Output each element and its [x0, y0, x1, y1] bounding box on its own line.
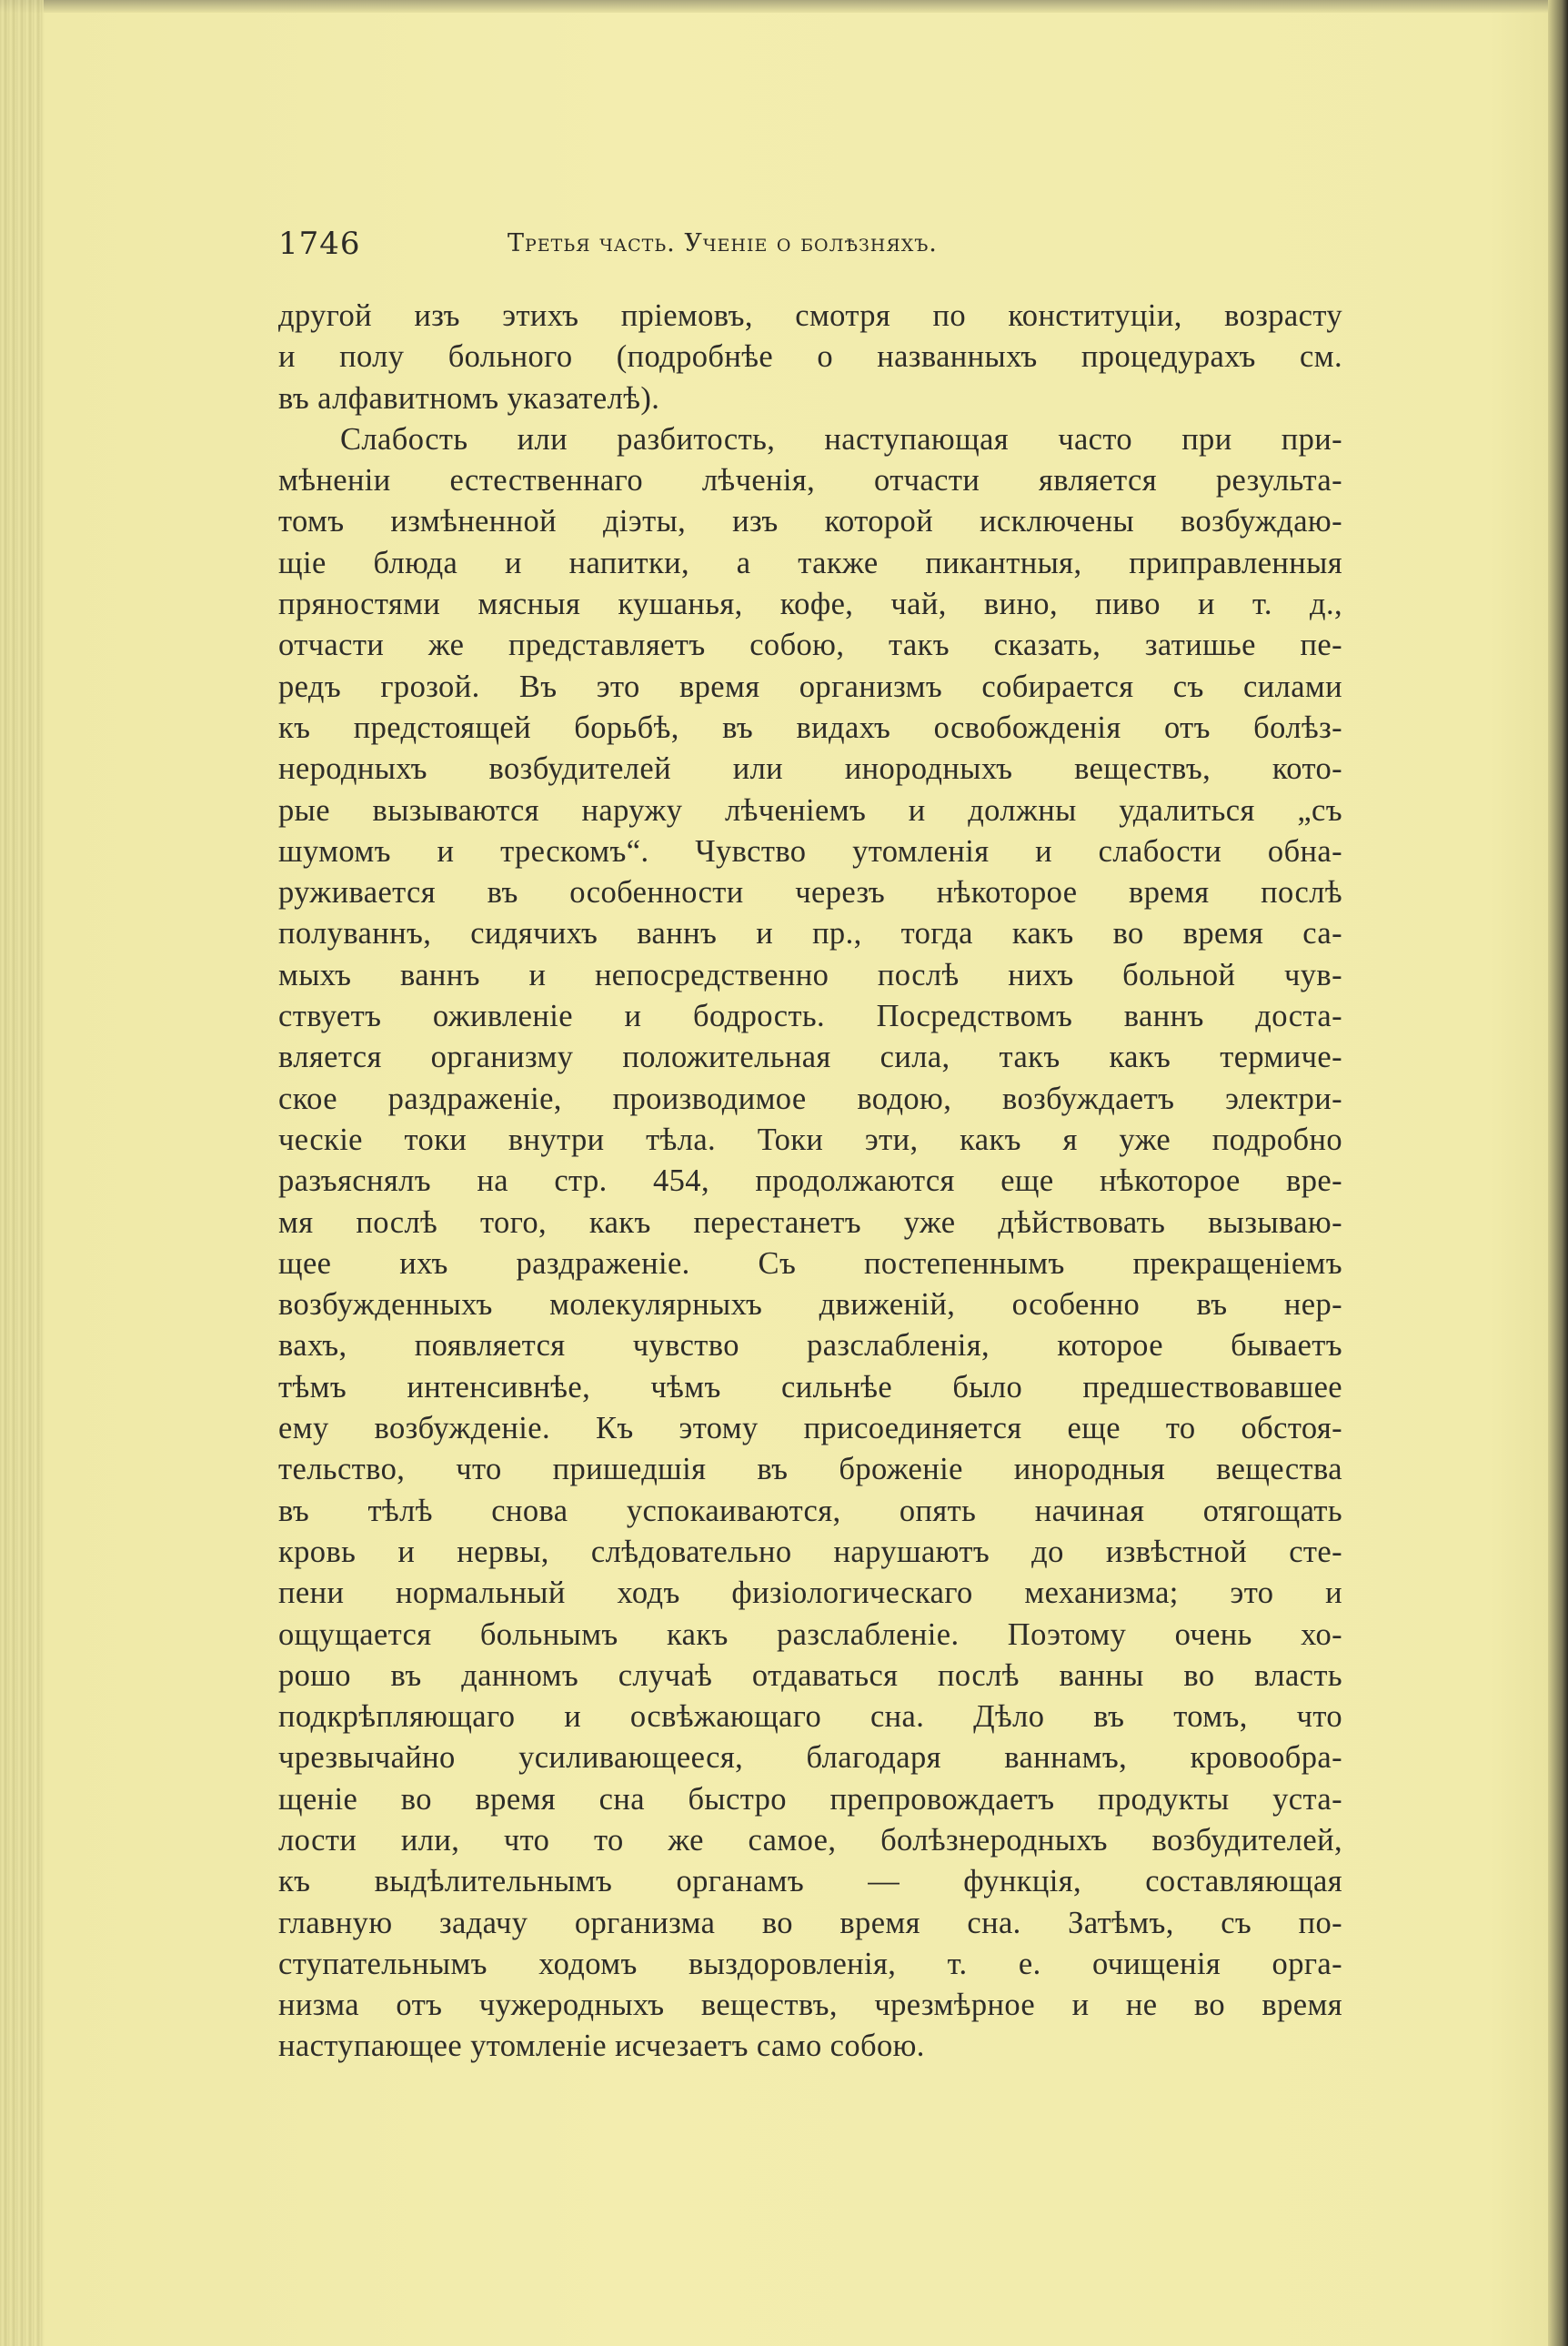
running-title: Третья часть. Ученіе о болѣзняхъ. [508, 229, 938, 257]
text-line: руживается въ особенности черезъ нѣкоторое время послѣ [278, 875, 1342, 911]
text-line: тѣмъ интенсивнѣе, чѣмъ сильнѣе было предшествовавшее [278, 1369, 1342, 1405]
text-line: ческіе токи внутри тѣла. Токи эти, какъ я уже подробно [278, 1122, 1342, 1157]
text-line: къ выдѣлительнымъ органамъ — функція, составляющая [278, 1864, 1342, 1899]
text-line: главную задачу организма во время сна. Затѣмъ, съ по- [278, 1905, 1342, 1940]
text-line: ему возбужденіе. Къ этому присоединяется еще то обстоя- [278, 1411, 1342, 1446]
text-line: неродныхъ возбудителей или инородныхъ веществъ, кото- [278, 751, 1342, 787]
text-line: редъ грозой. Въ это время организмъ собирается съ силами [278, 669, 1342, 704]
body-text [278, 296, 1342, 2068]
page-number: 1746 [278, 226, 361, 262]
text-line: кровь и нервы, слѣдовательно нарушаютъ до извѣстной сте- [278, 1534, 1342, 1569]
page-binding-edge [0, 0, 44, 2346]
text-line: въ тѣлѣ снова успокаиваются, опять начиная отягощать [278, 1493, 1342, 1528]
text-line: отчасти же представляетъ собою, такъ сказать, затишье пе- [278, 628, 1342, 663]
text-line: мыхъ ваннъ и непосредственно послѣ нихъ больной чув- [278, 957, 1342, 992]
text-line: ступательнымъ ходомъ выздоровленія, т. е. очищенія орга- [278, 1946, 1342, 1981]
text-line: шумомъ и трескомъ“. Чувство утомленія и слабости обна- [278, 833, 1342, 869]
text-line: ское раздраженіе, производимое водою, возбуждаетъ электри- [278, 1081, 1342, 1116]
text-line: къ предстоящей борьбѣ, въ видахъ освобожденія отъ болѣз- [278, 710, 1342, 745]
text-line: чрезвычайно усиливающееся, благодаря ваннамъ, кровообра- [278, 1740, 1342, 1776]
text-line: лости или, что то же самое, болѣзнеродныхъ возбудителей, [278, 1822, 1342, 1858]
text-line: тельство, что пришедшія въ броженіе инородныя вещества [278, 1452, 1342, 1487]
text-line: вляется организму положительная сила, такъ какъ термиче- [278, 1040, 1342, 1075]
text-line: рошо въ данномъ случаѣ отдаваться послѣ ванны во власть [278, 1657, 1342, 1693]
text-line: томъ измѣненной діэты, изъ которой исключены возбуждаю- [278, 504, 1342, 539]
page-right-shadow [1548, 0, 1568, 2346]
text-line: полуваннъ, сидячихъ ваннъ и пр., тогда какъ во время са- [278, 916, 1342, 951]
text-line: въ алфавитномъ указателѣ). [278, 380, 660, 416]
text-line: подкрѣпляющаго и освѣжающаго сна. Дѣло въ томъ, что [278, 1699, 1342, 1735]
paragraph-end-line: наступающее утомленіе исчезаетъ само собою. [278, 2029, 925, 2064]
text-line: разъяснялъ на стр. 454, продолжаются еще нѣкоторое вре- [278, 1163, 1342, 1199]
text-line: мѣненіи естественнаго лѣченія, отчасти является результа- [278, 463, 1342, 498]
text-line: другой изъ этихъ пріемовъ, смотря по конституціи, возрасту [278, 298, 1342, 333]
text-line: мя послѣ того, какъ перестанетъ уже дѣйствовать вызываю- [278, 1204, 1342, 1240]
text-line: рые вызываются наружу лѣченіемъ и должны удалиться „съ [278, 792, 1342, 828]
text-line: щіе блюда и напитки, а также пикантныя, приправленныя [278, 545, 1342, 580]
text-line: ствуетъ оживленіе и бодрость. Посредствомъ ваннъ доста- [278, 999, 1342, 1034]
text-line: щеніе во время сна быстро препровождаетъ продукты уста- [278, 1781, 1342, 1817]
text-line: пряностями мясныя кушанья, кофе, чай, вино, пиво и т. д., [278, 587, 1342, 622]
text-line: возбужденныхъ молекулярныхъ движеній, особенно въ нер- [278, 1287, 1342, 1323]
text-line: и полу больного (подробнѣе о названныхъ процедурахъ см. [278, 339, 1342, 375]
text-line: низма отъ чужеродныхъ веществъ, чрезмѣрное и не во время [278, 1988, 1342, 2023]
text-line: ощущается больнымъ какъ разслабленіе. Поэтому очень хо- [278, 1616, 1342, 1652]
text-line: вахъ, появляется чувство разслабленія, которое бываетъ [278, 1328, 1342, 1364]
text-line: щее ихъ раздраженіе. Съ постепеннымъ прекращеніемъ [278, 1245, 1342, 1281]
running-header [278, 226, 1342, 269]
text-line: пени нормальный ходъ физіологическаго механизма; это и [278, 1576, 1342, 1611]
page-top-shadow [0, 0, 1568, 13]
paragraph-start-line: Слабость или разбитость, наступающая часто при при- [340, 421, 1342, 457]
